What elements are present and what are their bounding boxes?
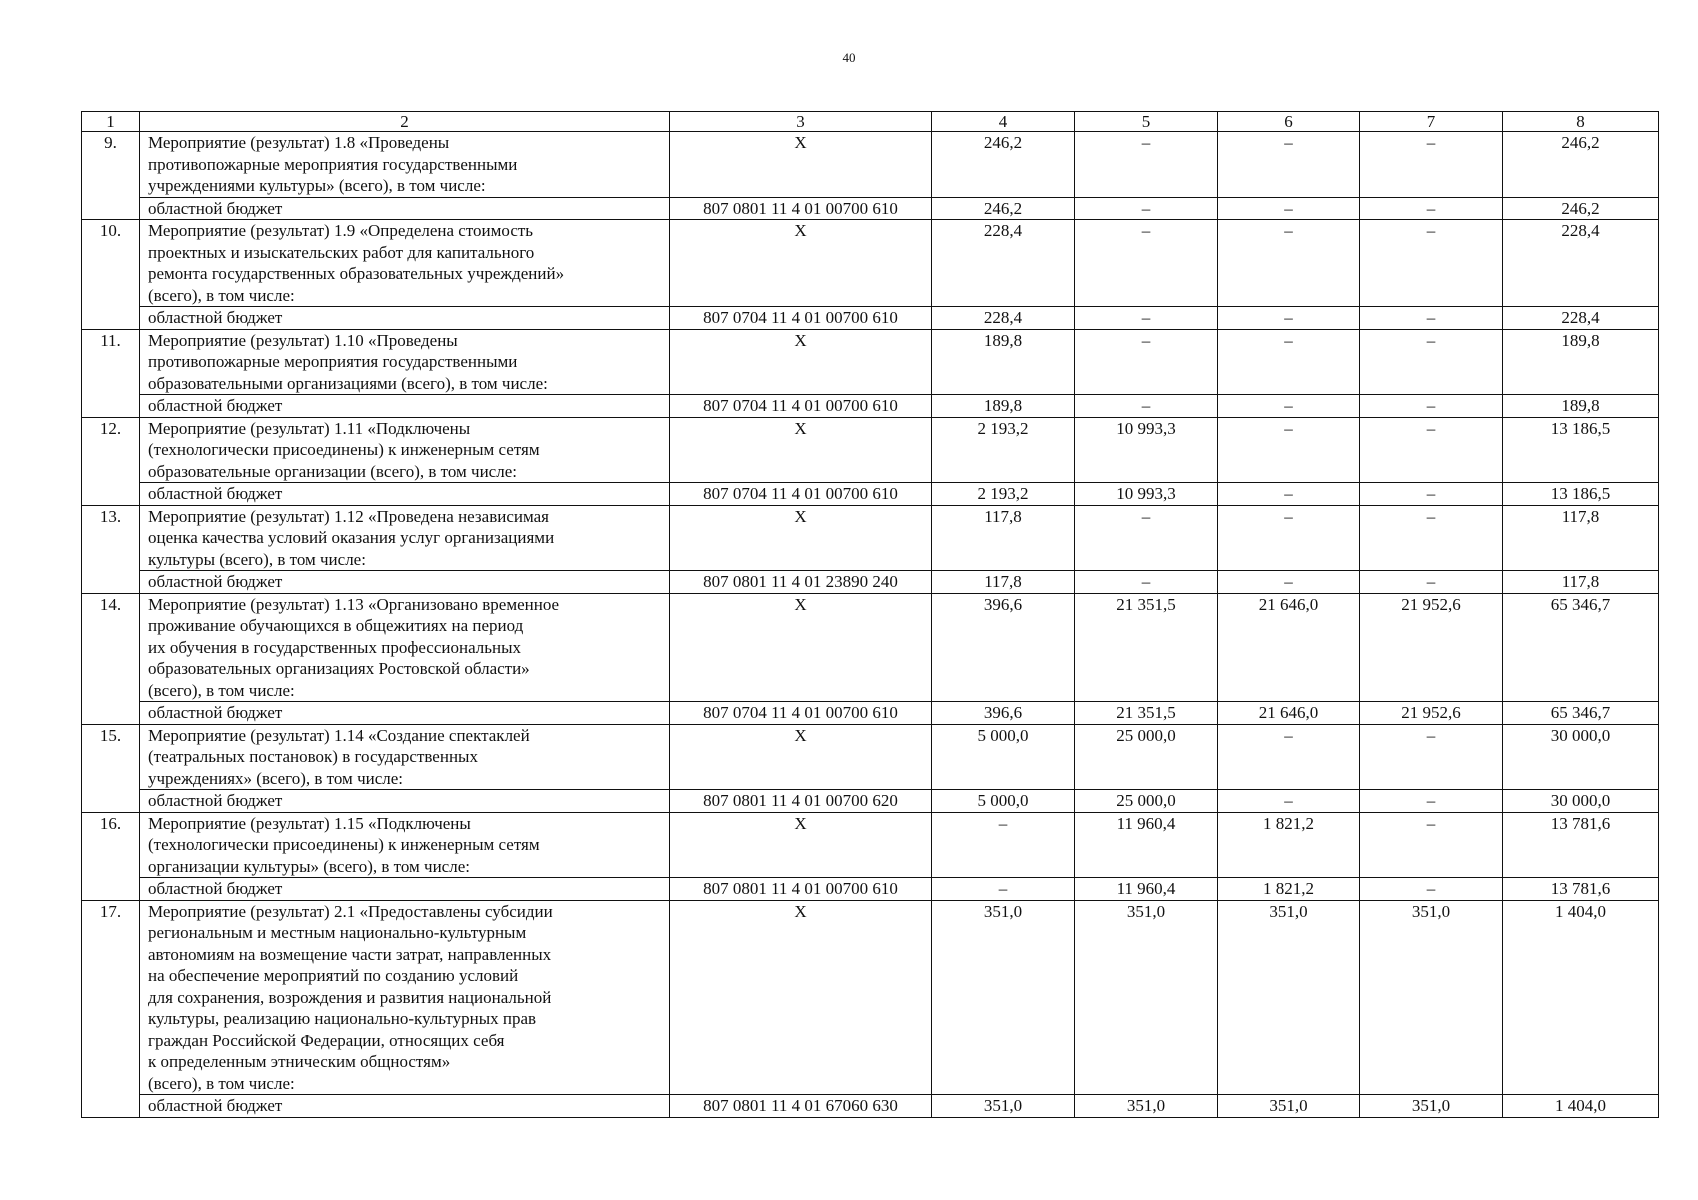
value-col4-cell: 117,8: [932, 571, 1075, 594]
value-col6-cell: –: [1218, 220, 1360, 307]
value-col4-cell: 2 193,2: [932, 483, 1075, 506]
value-col5-cell: 21 351,5: [1075, 702, 1218, 725]
header-cell-8: 8: [1503, 112, 1659, 132]
funding-source-cell: областной бюджет: [140, 483, 670, 506]
funding-source-cell: областной бюджет: [140, 571, 670, 594]
budget-code-cell: 807 0704 11 4 01 00700 610: [670, 702, 932, 725]
header-cell-7: 7: [1360, 112, 1503, 132]
funding-source-cell: областной бюджет: [140, 307, 670, 330]
budget-code-cell: 807 0801 11 4 01 00700 620: [670, 790, 932, 813]
value-total-cell: 13 186,5: [1503, 483, 1659, 506]
value-col6-cell: 21 646,0: [1218, 702, 1360, 725]
table-row: [82, 132, 1659, 198]
value-col7-cell: –: [1360, 790, 1503, 813]
value-col5-cell: 10 993,3: [1075, 417, 1218, 483]
value-col5-cell: 25 000,0: [1075, 790, 1218, 813]
value-col4-cell: 117,8: [932, 505, 1075, 571]
value-col5-cell: 351,0: [1075, 900, 1218, 1095]
row-number-cell: 9.: [82, 132, 140, 220]
value-total-cell: 1 404,0: [1503, 900, 1659, 1095]
value-col5-cell: –: [1075, 197, 1218, 220]
value-col4-cell: 246,2: [932, 197, 1075, 220]
value-col4-cell: 351,0: [932, 900, 1075, 1095]
value-col7-cell: –: [1360, 483, 1503, 506]
value-col5-cell: –: [1075, 307, 1218, 330]
budget-code-cell: X: [670, 724, 932, 790]
table-row: [82, 724, 1659, 790]
value-total-cell: 1 404,0: [1503, 1095, 1659, 1118]
value-col4-cell: –: [932, 812, 1075, 878]
value-col5-cell: –: [1075, 220, 1218, 307]
table-subrow: [82, 197, 1659, 220]
value-col5-cell: 21 351,5: [1075, 593, 1218, 702]
value-col6-cell: –: [1218, 417, 1360, 483]
value-col5-cell: 11 960,4: [1075, 812, 1218, 878]
value-col5-cell: 25 000,0: [1075, 724, 1218, 790]
table-row: [82, 329, 1659, 395]
value-col5-cell: –: [1075, 505, 1218, 571]
event-name-cell: Мероприятие (результат) 1.11 «Подключены (технологически присоединены) к инженерным сетям образовательные организации (всего), в том числе:: [140, 417, 670, 483]
value-col7-cell: –: [1360, 307, 1503, 330]
row-number-cell: 13.: [82, 505, 140, 593]
budget-code-cell: X: [670, 220, 932, 307]
table-row: [82, 900, 1659, 1095]
value-col4-cell: 189,8: [932, 395, 1075, 418]
value-col6-cell: –: [1218, 329, 1360, 395]
event-name-cell: Мероприятие (результат) 1.12 «Проведена независимая оценка качества условий оказания услуг организациями культуры (всего), в том числе:: [140, 505, 670, 571]
budget-code-cell: X: [670, 812, 932, 878]
value-col4-cell: 5 000,0: [932, 790, 1075, 813]
value-total-cell: 65 346,7: [1503, 593, 1659, 702]
value-col7-cell: –: [1360, 395, 1503, 418]
event-name-cell: Мероприятие (результат) 1.9 «Определена стоимость проектных и изыскательских работ для капитального ремонта государственных образовательных учреждений» (всего), в том числе:: [140, 220, 670, 307]
budget-code-cell: 807 0801 11 4 01 00700 610: [670, 878, 932, 901]
value-col7-cell: 351,0: [1360, 1095, 1503, 1118]
table-row: [82, 505, 1659, 571]
value-col6-cell: –: [1218, 197, 1360, 220]
value-total-cell: 30 000,0: [1503, 724, 1659, 790]
value-col6-cell: 351,0: [1218, 900, 1360, 1095]
value-col4-cell: 228,4: [932, 307, 1075, 330]
value-col4-cell: 2 193,2: [932, 417, 1075, 483]
budget-code-cell: X: [670, 329, 932, 395]
header-cell-2: 2: [140, 112, 670, 132]
value-col5-cell: –: [1075, 132, 1218, 198]
funding-source-cell: областной бюджет: [140, 1095, 670, 1118]
table-subrow: [82, 790, 1659, 813]
value-total-cell: 246,2: [1503, 197, 1659, 220]
value-total-cell: 228,4: [1503, 307, 1659, 330]
header-cell-4: 4: [932, 112, 1075, 132]
value-col7-cell: –: [1360, 505, 1503, 571]
budget-table: [81, 111, 1659, 1118]
funding-source-cell: областной бюджет: [140, 702, 670, 725]
value-col4-cell: 396,6: [932, 593, 1075, 702]
table-subrow: [82, 571, 1659, 594]
value-col4-cell: –: [932, 878, 1075, 901]
header-cell-1: 1: [82, 112, 140, 132]
value-col5-cell: 11 960,4: [1075, 878, 1218, 901]
table-row: [82, 220, 1659, 307]
value-total-cell: 117,8: [1503, 505, 1659, 571]
event-name-cell: Мероприятие (результат) 1.8 «Проведены противопожарные мероприятия государственными учреждениями культуры» (всего), в том числе:: [140, 132, 670, 198]
value-col5-cell: 10 993,3: [1075, 483, 1218, 506]
value-total-cell: 228,4: [1503, 220, 1659, 307]
header-cell-3: 3: [670, 112, 932, 132]
row-number-cell: 16.: [82, 812, 140, 900]
value-col5-cell: –: [1075, 571, 1218, 594]
value-col6-cell: 1 821,2: [1218, 812, 1360, 878]
row-number-cell: 10.: [82, 220, 140, 330]
value-col7-cell: –: [1360, 197, 1503, 220]
value-col5-cell: –: [1075, 329, 1218, 395]
budget-code-cell: 807 0801 11 4 01 23890 240: [670, 571, 932, 594]
table-subrow: [82, 878, 1659, 901]
value-col7-cell: –: [1360, 220, 1503, 307]
value-col6-cell: –: [1218, 724, 1360, 790]
row-number-cell: 14.: [82, 593, 140, 724]
value-col5-cell: 351,0: [1075, 1095, 1218, 1118]
table-subrow: [82, 395, 1659, 418]
value-col4-cell: 396,6: [932, 702, 1075, 725]
value-total-cell: 65 346,7: [1503, 702, 1659, 725]
value-total-cell: 189,8: [1503, 395, 1659, 418]
budget-code-cell: X: [670, 900, 932, 1095]
header-row: [82, 112, 1659, 132]
budget-code-cell: X: [670, 132, 932, 198]
value-col6-cell: –: [1218, 307, 1360, 330]
value-total-cell: 13 781,6: [1503, 878, 1659, 901]
event-name-cell: Мероприятие (результат) 2.1 «Предоставлены субсидии региональным и местным национально-культурным автономиям на возмещение части затрат, направленных на обеспечение мероприятий по созданию условий для сохранения, возрождения и развития национальной культуры, реализацию национально-культурных прав граждан Российской Федерации, относящих себя к определенным этническим общностям» (всего), в том числе:: [140, 900, 670, 1095]
value-col6-cell: 21 646,0: [1218, 593, 1360, 702]
value-col7-cell: –: [1360, 878, 1503, 901]
value-col6-cell: 351,0: [1218, 1095, 1360, 1118]
value-col4-cell: 351,0: [932, 1095, 1075, 1118]
value-col7-cell: 21 952,6: [1360, 593, 1503, 702]
budget-code-cell: 807 0704 11 4 01 00700 610: [670, 395, 932, 418]
budget-code-cell: X: [670, 593, 932, 702]
value-col7-cell: –: [1360, 329, 1503, 395]
table-body: [82, 112, 1659, 1118]
value-col7-cell: –: [1360, 812, 1503, 878]
row-number-cell: 12.: [82, 417, 140, 505]
funding-source-cell: областной бюджет: [140, 197, 670, 220]
value-col7-cell: –: [1360, 132, 1503, 198]
table-row: [82, 593, 1659, 702]
event-name-cell: Мероприятие (результат) 1.14 «Создание спектаклей (театральных постановок) в государственных учреждениях» (всего), в том числе:: [140, 724, 670, 790]
row-number-cell: 17.: [82, 900, 140, 1117]
header-cell-6: 6: [1218, 112, 1360, 132]
event-name-cell: Мероприятие (результат) 1.13 «Организовано временное проживание обучающихся в общежитиях на период их обучения в государственных профессиональных образовательных организациях Ростовской области» (всего), в том числе:: [140, 593, 670, 702]
table-subrow: [82, 483, 1659, 506]
value-col6-cell: –: [1218, 395, 1360, 418]
value-col4-cell: 5 000,0: [932, 724, 1075, 790]
event-name-cell: Мероприятие (результат) 1.15 «Подключены (технологически присоединены) к инженерным сетям организации культуры» (всего), в том числе:: [140, 812, 670, 878]
page-number: 40: [842, 50, 856, 65]
value-total-cell: 189,8: [1503, 329, 1659, 395]
value-col7-cell: –: [1360, 724, 1503, 790]
budget-code-cell: X: [670, 417, 932, 483]
value-col6-cell: –: [1218, 132, 1360, 198]
budget-code-cell: X: [670, 505, 932, 571]
table-row: [82, 812, 1659, 878]
header-cell-5: 5: [1075, 112, 1218, 132]
event-name-cell: Мероприятие (результат) 1.10 «Проведены противопожарные мероприятия государственными образовательными организациями (всего), в том числе:: [140, 329, 670, 395]
budget-code-cell: 807 0704 11 4 01 00700 610: [670, 483, 932, 506]
value-col6-cell: –: [1218, 571, 1360, 594]
value-total-cell: 13 186,5: [1503, 417, 1659, 483]
value-total-cell: 117,8: [1503, 571, 1659, 594]
table-subrow: [82, 1095, 1659, 1118]
value-col6-cell: 1 821,2: [1218, 878, 1360, 901]
value-total-cell: 246,2: [1503, 132, 1659, 198]
value-col6-cell: –: [1218, 505, 1360, 571]
table-subrow: [82, 702, 1659, 725]
value-total-cell: 13 781,6: [1503, 812, 1659, 878]
value-col4-cell: 189,8: [932, 329, 1075, 395]
table-subrow: [82, 307, 1659, 330]
budget-code-cell: 807 0801 11 4 01 00700 610: [670, 197, 932, 220]
budget-code-cell: 807 0704 11 4 01 00700 610: [670, 307, 932, 330]
value-col4-cell: 228,4: [932, 220, 1075, 307]
funding-source-cell: областной бюджет: [140, 790, 670, 813]
row-number-cell: 11.: [82, 329, 140, 417]
row-number-cell: 15.: [82, 724, 140, 812]
value-col6-cell: –: [1218, 790, 1360, 813]
value-col4-cell: 246,2: [932, 132, 1075, 198]
table-row: [82, 417, 1659, 483]
value-col5-cell: –: [1075, 395, 1218, 418]
funding-source-cell: областной бюджет: [140, 395, 670, 418]
value-total-cell: 30 000,0: [1503, 790, 1659, 813]
value-col7-cell: –: [1360, 417, 1503, 483]
value-col7-cell: 351,0: [1360, 900, 1503, 1095]
budget-code-cell: 807 0801 11 4 01 67060 630: [670, 1095, 932, 1118]
funding-source-cell: областной бюджет: [140, 878, 670, 901]
value-col7-cell: –: [1360, 571, 1503, 594]
value-col7-cell: 21 952,6: [1360, 702, 1503, 725]
value-col6-cell: –: [1218, 483, 1360, 506]
